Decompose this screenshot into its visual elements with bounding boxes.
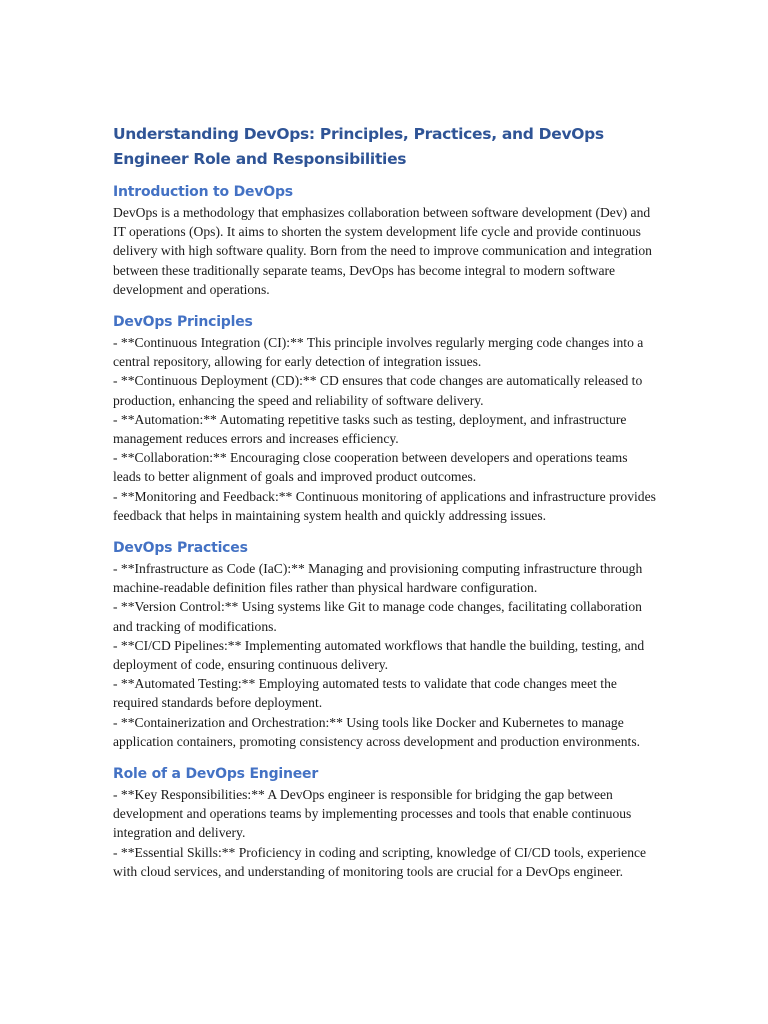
section-introduction (113, 182, 658, 299)
role-item: - **Key Responsibilities:** A DevOps engineer is responsible for bridging the gap between development and operations teams by implementing processes and tools that enable continuous integration and delivery. (113, 787, 632, 841)
practice-item: - **Version Control:** Using systems like Git to manage code changes, facilitating collaboration and tracking of modifications. (113, 599, 642, 634)
section-heading-introduction: Introduction to DevOps (113, 184, 293, 200)
practice-item: - **Containerization and Orchestration:** Using tools like Docker and Kubernetes to manage application containers, promoting consistency across development and production environments. (113, 714, 641, 749)
principle-item: - **Automation:** Automating repetitive tasks such as testing, deployment, and infrastructure management reduces errors and increases efficiency. (113, 411, 627, 447)
section-role (113, 764, 658, 881)
section-principles (113, 312, 658, 525)
section-heading-practices: DevOps Practices (113, 540, 248, 557)
practice-item: - **CI/CD Pipelines:** Implementing automated workflows that handle the building, testing, and deployment of code, ensuring continuous delivery. (113, 637, 645, 673)
principle-item: - **Monitoring and Feedback:** Continuous monitoring of applications and infrastructure provides feedback that helps in maintaining system health and quickly addressing issues. (113, 488, 656, 523)
introduction-paragraph: DevOps is a methodology that emphasizes collaboration between software development (Dev) and IT operations (Ops). It aims to shorten the system development life cycle and provide continuous delivery with high software quality. Born from the need to improve communication and integration between these traditionally separate teams, DevOps has become integral to modern software development and operations. (113, 205, 652, 297)
section-practices (113, 538, 658, 751)
principle-item: - **Collaboration:** Encouraging close cooperation between developers and operations teams leads to better alignment of goals and improved product outcomes. (113, 450, 628, 485)
practice-item: - **Infrastructure as Code (IaC):** Managing and provisioning computing infrastructure through machine-readable definition files rather than physical hardware configuration. (113, 561, 643, 596)
principle-item: - **Continuous Integration (CI):** This principle involves regularly merging code changes into a central repository, allowing for early detection of integration issues. (113, 335, 644, 370)
section-heading-role: Role of a DevOps Engineer (113, 766, 319, 783)
principle-item: - **Continuous Deployment (CD):** CD ensures that code changes are automatically released to production, enhancing the speed and reliability of software delivery. (113, 373, 643, 408)
document-title: Understanding DevOps: Principles, Practices, and DevOps Engineer Role and Responsibilities (113, 125, 604, 168)
practice-item: - **Automated Testing:** Employing automated tests to validate that code changes meet the required standards before deployment. (113, 676, 617, 711)
role-item: - **Essential Skills:** Proficiency in coding and scripting, knowledge of CI/CD tools, experience with cloud services, and understanding of monitoring tools are crucial for a DevOps engineer. (113, 844, 647, 879)
section-heading-principles: DevOps Principles (113, 314, 253, 331)
document-page (113, 122, 658, 894)
